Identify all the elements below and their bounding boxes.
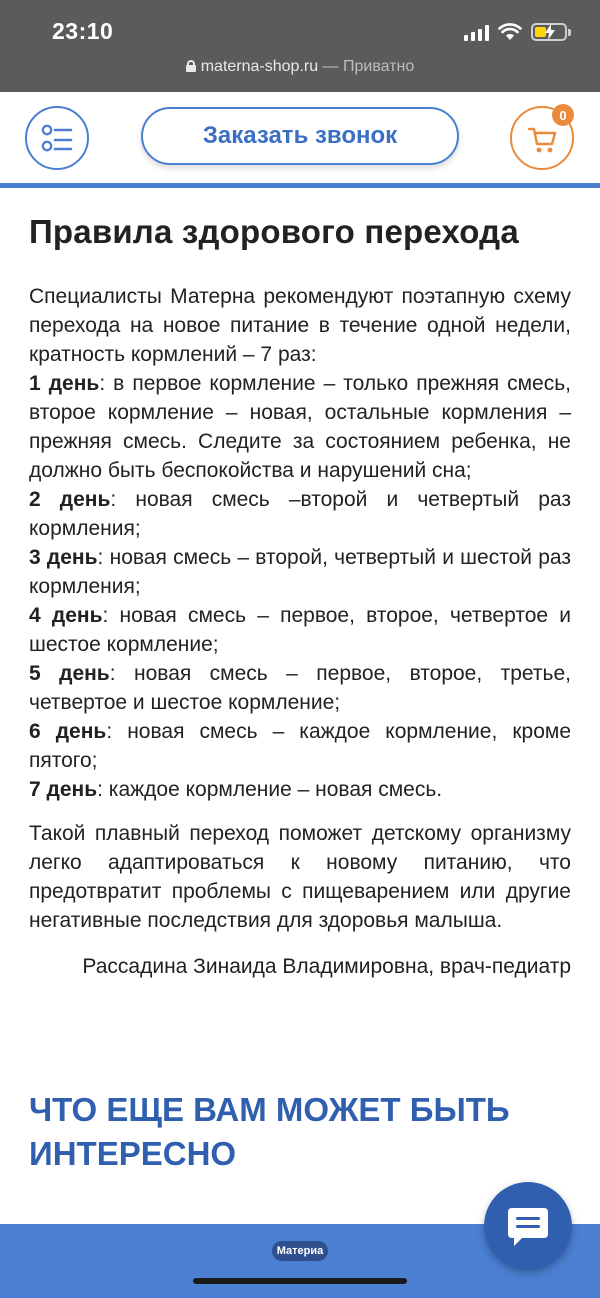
order-call-button[interactable]: Заказать звонок	[141, 107, 459, 165]
site-header	[0, 92, 600, 188]
url-text: materna-shop.ru	[200, 58, 319, 75]
day-text: каждое кормление – новая смесь.	[102, 778, 443, 801]
related-section-title: ЧТО ЕЩЕ ВАМ МОЖЕТ БЫТЬ ИНТЕРЕСНО	[29, 1091, 510, 1172]
day-label: 1 день	[29, 372, 100, 395]
day-item: 2 день: новая смесь –второй и четвертый раз кормления;	[29, 488, 571, 540]
article-intro: Специалисты Матерна рекомендуют поэтапную схему перехода на новое питание в течение одной недели, кратность кормлений – 7 раз:	[29, 285, 571, 366]
day-label: 2 день	[29, 488, 111, 511]
day-label: 4 день	[29, 604, 103, 627]
article	[29, 210, 571, 981]
article-conclusion: Такой плавный переход поможет детскому организму легко адаптироваться к новому питанию, что предотвратит проблемы с пищеварением или другие негативные последствия для здоровья малыша.	[29, 822, 571, 932]
day-list	[29, 369, 571, 804]
cart-icon	[528, 127, 558, 155]
wifi-icon	[498, 22, 522, 42]
day-item: 6 день: новая смесь – каждое кормление, кроме пятого;	[29, 720, 571, 772]
lock-icon	[186, 60, 196, 72]
chat-icon	[506, 1206, 550, 1248]
address-bar[interactable]	[0, 58, 600, 76]
chat-button[interactable]	[484, 1182, 572, 1270]
day-label: 5 день	[29, 662, 110, 685]
article-title: Правила здорового перехода	[29, 213, 519, 250]
signal-icon	[464, 25, 490, 41]
menu-button[interactable]	[25, 106, 89, 170]
day-text: в первое кормление – только прежняя смесь, второе кормление – новая, остальные кормления – прежняя смесь. Следите за состоянием ребенка, не должно быть беспокойства и нарушений сна;	[29, 372, 571, 482]
status-bar	[0, 0, 600, 92]
day-label: 3 день	[29, 546, 98, 569]
day-label: 6 день	[29, 720, 107, 743]
url-separator: —	[318, 58, 343, 75]
day-item: 5 день: новая смесь – первое, второе, третье, четвертое и шестое кормление;	[29, 662, 571, 714]
day-text: новая смесь – второй, четвертый и шестой раз кормления;	[29, 546, 571, 598]
day-text: новая смесь –второй и четвертый раз кормления;	[29, 488, 571, 540]
day-text: новая смесь – первое, второе, четвертое и шестое кормление;	[29, 604, 571, 656]
day-text: новая смесь – первое, второе, третье, четвертое и шестое кормление;	[29, 662, 571, 714]
day-item: 4 день: новая смесь – первое, второе, четвертое и шестое кормление;	[29, 604, 571, 656]
cart-count-badge: 0	[552, 104, 574, 126]
author-signature: Рассадина Зинаида Владимировна, врач-педиатр	[82, 955, 571, 978]
materna-logo[interactable]: Материа	[272, 1241, 328, 1261]
day-label: 7 день	[29, 778, 98, 801]
privacy-label: Приватно	[343, 58, 415, 75]
day-item: 3 день: новая смесь – второй, четвертый и шестой раз кормления;	[29, 546, 571, 598]
menu-list-icon	[41, 124, 73, 154]
day-item: 7 день: каждое кормление – новая смесь.	[29, 778, 443, 801]
day-item: 1 день: в первое кормление – только прежняя смесь, второе кормление – новая, остальные кормления – прежняя смесь. Следите за состоянием ребенка, не должно быть беспокойства и нарушений сна;	[29, 372, 571, 482]
charging-bolt-icon	[545, 24, 555, 40]
day-text: новая смесь – каждое кормление, кроме пятого;	[29, 720, 571, 772]
home-indicator[interactable]	[193, 1278, 407, 1284]
status-time: 23:10	[52, 18, 114, 44]
